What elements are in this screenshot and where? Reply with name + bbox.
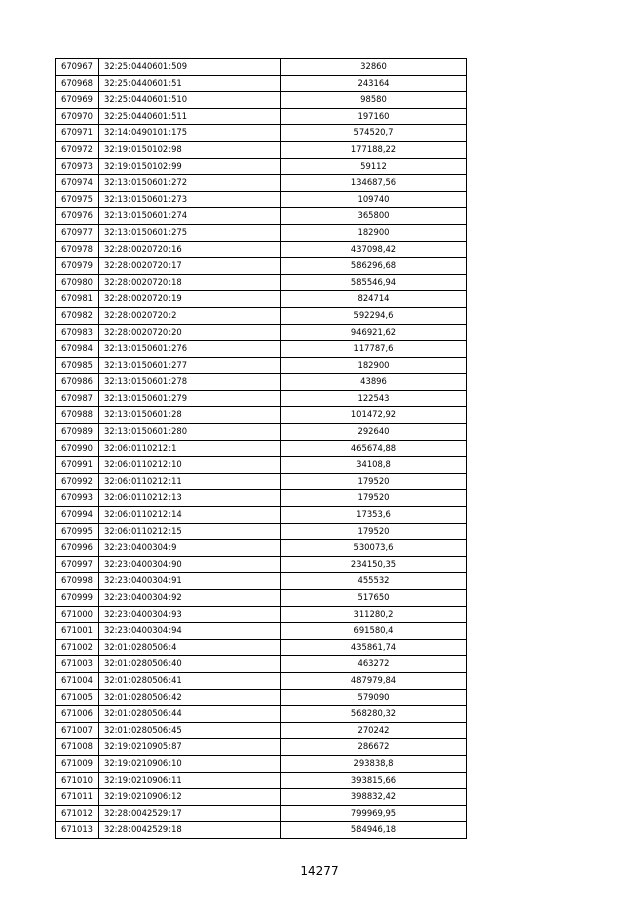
table-row	[56, 208, 467, 225]
cadastral-number-cell: 32:23:0400304:94	[99, 623, 281, 640]
cadastral-number-cell: 32:28:0042529:17	[99, 805, 281, 822]
row-id-cell: 671003	[56, 656, 99, 673]
cadastral-number-cell: 32:25:0440601:51	[99, 75, 281, 92]
cadastral-number-cell: 32:14:0490101:175	[99, 125, 281, 142]
cadastral-number-cell: 32:06:0110212:13	[99, 490, 281, 507]
row-id-cell: 670991	[56, 457, 99, 474]
cadastral-number-cell: 32:13:0150601:28	[99, 407, 281, 424]
page-number: 14277	[300, 864, 339, 878]
value-cell: 568280,32	[281, 706, 467, 723]
row-id-cell: 670967	[56, 59, 99, 76]
row-id-cell: 670996	[56, 540, 99, 557]
row-id-cell: 670980	[56, 274, 99, 291]
value-cell: 487979,84	[281, 672, 467, 689]
cadastral-number-cell: 32:28:0020720:17	[99, 258, 281, 275]
table-row	[56, 805, 467, 822]
value-cell: 17353,6	[281, 507, 467, 524]
cadastral-number-cell: 32:06:0110212:10	[99, 457, 281, 474]
table-row	[56, 606, 467, 623]
row-id-cell: 670976	[56, 208, 99, 225]
row-id-cell: 671005	[56, 689, 99, 706]
cadastral-number-cell: 32:25:0440601:511	[99, 108, 281, 125]
table-row	[56, 473, 467, 490]
row-id-cell: 670990	[56, 440, 99, 457]
value-cell: 463272	[281, 656, 467, 673]
value-cell: 579090	[281, 689, 467, 706]
value-cell: 243164	[281, 75, 467, 92]
table-row	[56, 307, 467, 324]
cadastral-number-cell: 32:01:0280506:4	[99, 639, 281, 656]
value-cell: 179520	[281, 523, 467, 540]
cadastral-number-cell: 32:01:0280506:41	[99, 672, 281, 689]
row-id-cell: 670969	[56, 92, 99, 109]
cadastral-number-cell: 32:06:0110212:11	[99, 473, 281, 490]
table-row	[56, 672, 467, 689]
row-id-cell: 670972	[56, 141, 99, 158]
value-cell: 179520	[281, 473, 467, 490]
cadastral-number-cell: 32:19:0210906:12	[99, 789, 281, 806]
table-row	[56, 291, 467, 308]
table-row	[56, 789, 467, 806]
cadastral-number-cell: 32:23:0400304:92	[99, 590, 281, 607]
table-row	[56, 241, 467, 258]
row-id-cell: 671007	[56, 722, 99, 739]
table-row	[56, 523, 467, 540]
table-row	[56, 540, 467, 557]
table-body	[56, 59, 467, 839]
row-id-cell: 670970	[56, 108, 99, 125]
table-row	[56, 407, 467, 424]
value-cell: 117787,6	[281, 341, 467, 358]
row-id-cell: 670989	[56, 424, 99, 441]
cadastral-number-cell: 32:13:0150601:280	[99, 424, 281, 441]
value-cell: 293838,8	[281, 755, 467, 772]
table-row	[56, 556, 467, 573]
table-row	[56, 141, 467, 158]
table-row	[56, 623, 467, 640]
table-row	[56, 722, 467, 739]
row-id-cell: 671002	[56, 639, 99, 656]
value-cell: 134687,56	[281, 175, 467, 192]
value-cell: 824714	[281, 291, 467, 308]
row-id-cell: 670998	[56, 573, 99, 590]
table-row	[56, 224, 467, 241]
table-row	[56, 108, 467, 125]
cadastral-number-cell: 32:19:0210906:10	[99, 755, 281, 772]
value-cell: 530073,6	[281, 540, 467, 557]
value-cell: 584946,18	[281, 822, 467, 839]
value-cell: 292640	[281, 424, 467, 441]
table-row	[56, 639, 467, 656]
table-row	[56, 424, 467, 441]
table-row	[56, 457, 467, 474]
table-row	[56, 490, 467, 507]
table-row	[56, 75, 467, 92]
value-cell: 946921,62	[281, 324, 467, 341]
value-cell: 365800	[281, 208, 467, 225]
table-row	[56, 158, 467, 175]
value-cell: 197160	[281, 108, 467, 125]
cadastral-number-cell: 32:13:0150601:276	[99, 341, 281, 358]
row-id-cell: 671010	[56, 772, 99, 789]
table-row	[56, 739, 467, 756]
row-id-cell: 670971	[56, 125, 99, 142]
table-row	[56, 175, 467, 192]
value-cell: 177188,22	[281, 141, 467, 158]
row-id-cell: 671008	[56, 739, 99, 756]
cadastral-number-cell: 32:28:0020720:16	[99, 241, 281, 258]
table-row	[56, 258, 467, 275]
row-id-cell: 670968	[56, 75, 99, 92]
value-cell: 34108,8	[281, 457, 467, 474]
table-row	[56, 689, 467, 706]
cadastral-number-cell: 32:28:0020720:18	[99, 274, 281, 291]
row-id-cell: 670985	[56, 357, 99, 374]
table-row	[56, 374, 467, 391]
value-cell: 465674,88	[281, 440, 467, 457]
row-id-cell: 670975	[56, 191, 99, 208]
row-id-cell: 671006	[56, 706, 99, 723]
row-id-cell: 670974	[56, 175, 99, 192]
row-id-cell: 670992	[56, 473, 99, 490]
cadastral-number-cell: 32:23:0400304:91	[99, 573, 281, 590]
value-cell: 435861,74	[281, 639, 467, 656]
row-id-cell: 670987	[56, 390, 99, 407]
table-row	[56, 341, 467, 358]
cadastral-number-cell: 32:13:0150601:273	[99, 191, 281, 208]
value-cell: 574520,7	[281, 125, 467, 142]
value-cell: 398832,42	[281, 789, 467, 806]
cadastral-number-cell: 32:28:0020720:19	[99, 291, 281, 308]
value-cell: 517650	[281, 590, 467, 607]
cadastral-number-cell: 32:28:0020720:2	[99, 307, 281, 324]
table-row	[56, 324, 467, 341]
row-id-cell: 670984	[56, 341, 99, 358]
cadastral-number-cell: 32:13:0150601:274	[99, 208, 281, 225]
value-cell: 59112	[281, 158, 467, 175]
value-cell: 691580,4	[281, 623, 467, 640]
row-id-cell: 671000	[56, 606, 99, 623]
cadastral-number-cell: 32:23:0400304:93	[99, 606, 281, 623]
table-row	[56, 590, 467, 607]
cadastral-number-cell: 32:13:0150601:278	[99, 374, 281, 391]
cadastral-number-cell: 32:01:0280506:40	[99, 656, 281, 673]
cadastral-number-cell: 32:19:0210905:87	[99, 739, 281, 756]
value-cell: 585546,94	[281, 274, 467, 291]
value-cell: 182900	[281, 224, 467, 241]
value-cell: 270242	[281, 722, 467, 739]
row-id-cell: 670988	[56, 407, 99, 424]
value-cell: 32860	[281, 59, 467, 76]
cadastral-number-cell: 32:19:0150102:98	[99, 141, 281, 158]
value-cell: 286672	[281, 739, 467, 756]
cadastral-number-cell: 32:06:0110212:15	[99, 523, 281, 540]
cadastral-number-cell: 32:13:0150601:272	[99, 175, 281, 192]
row-id-cell: 670978	[56, 241, 99, 258]
row-id-cell: 670999	[56, 590, 99, 607]
row-id-cell: 670981	[56, 291, 99, 308]
cadastral-number-cell: 32:01:0280506:44	[99, 706, 281, 723]
cadastral-value-table	[55, 58, 467, 839]
row-id-cell: 671013	[56, 822, 99, 839]
value-cell: 98580	[281, 92, 467, 109]
cadastral-number-cell: 32:19:0150102:99	[99, 158, 281, 175]
cadastral-number-cell: 32:28:0042529:18	[99, 822, 281, 839]
row-id-cell: 671012	[56, 805, 99, 822]
value-cell: 437098,42	[281, 241, 467, 258]
table-row	[56, 706, 467, 723]
table-row	[56, 440, 467, 457]
row-id-cell: 670993	[56, 490, 99, 507]
cadastral-number-cell: 32:13:0150601:275	[99, 224, 281, 241]
table-row	[56, 357, 467, 374]
value-cell: 234150,35	[281, 556, 467, 573]
row-id-cell: 670977	[56, 224, 99, 241]
table-row	[56, 274, 467, 291]
row-id-cell: 670973	[56, 158, 99, 175]
cadastral-number-cell: 32:13:0150601:279	[99, 390, 281, 407]
table-row	[56, 755, 467, 772]
table-row	[56, 507, 467, 524]
value-cell: 179520	[281, 490, 467, 507]
value-cell: 311280,2	[281, 606, 467, 623]
row-id-cell: 670979	[56, 258, 99, 275]
table-row	[56, 125, 467, 142]
table-row	[56, 772, 467, 789]
cadastral-number-cell: 32:23:0400304:90	[99, 556, 281, 573]
cadastral-number-cell: 32:25:0440601:510	[99, 92, 281, 109]
value-cell: 182900	[281, 357, 467, 374]
table-row	[56, 573, 467, 590]
cadastral-number-cell: 32:25:0440601:509	[99, 59, 281, 76]
cadastral-number-cell: 32:01:0280506:42	[99, 689, 281, 706]
value-cell: 43896	[281, 374, 467, 391]
value-cell: 455532	[281, 573, 467, 590]
row-id-cell: 671004	[56, 672, 99, 689]
value-cell: 109740	[281, 191, 467, 208]
cadastral-number-cell: 32:01:0280506:45	[99, 722, 281, 739]
value-cell: 101472,92	[281, 407, 467, 424]
table-row	[56, 191, 467, 208]
table-row	[56, 59, 467, 76]
value-cell: 393815,66	[281, 772, 467, 789]
row-id-cell: 670983	[56, 324, 99, 341]
row-id-cell: 670995	[56, 523, 99, 540]
table-row	[56, 390, 467, 407]
value-cell: 122543	[281, 390, 467, 407]
cadastral-number-cell: 32:23:0400304:9	[99, 540, 281, 557]
row-id-cell: 671009	[56, 755, 99, 772]
row-id-cell: 671001	[56, 623, 99, 640]
value-cell: 586296,68	[281, 258, 467, 275]
cadastral-number-cell: 32:06:0110212:1	[99, 440, 281, 457]
row-id-cell: 670994	[56, 507, 99, 524]
table-row	[56, 656, 467, 673]
cadastral-number-cell: 32:28:0020720:20	[99, 324, 281, 341]
table-row	[56, 822, 467, 839]
cadastral-number-cell: 32:13:0150601:277	[99, 357, 281, 374]
cadastral-number-cell: 32:19:0210906:11	[99, 772, 281, 789]
value-cell: 799969,95	[281, 805, 467, 822]
row-id-cell: 670986	[56, 374, 99, 391]
row-id-cell: 671011	[56, 789, 99, 806]
table-row	[56, 92, 467, 109]
cadastral-number-cell: 32:06:0110212:14	[99, 507, 281, 524]
row-id-cell: 670997	[56, 556, 99, 573]
row-id-cell: 670982	[56, 307, 99, 324]
value-cell: 592294,6	[281, 307, 467, 324]
